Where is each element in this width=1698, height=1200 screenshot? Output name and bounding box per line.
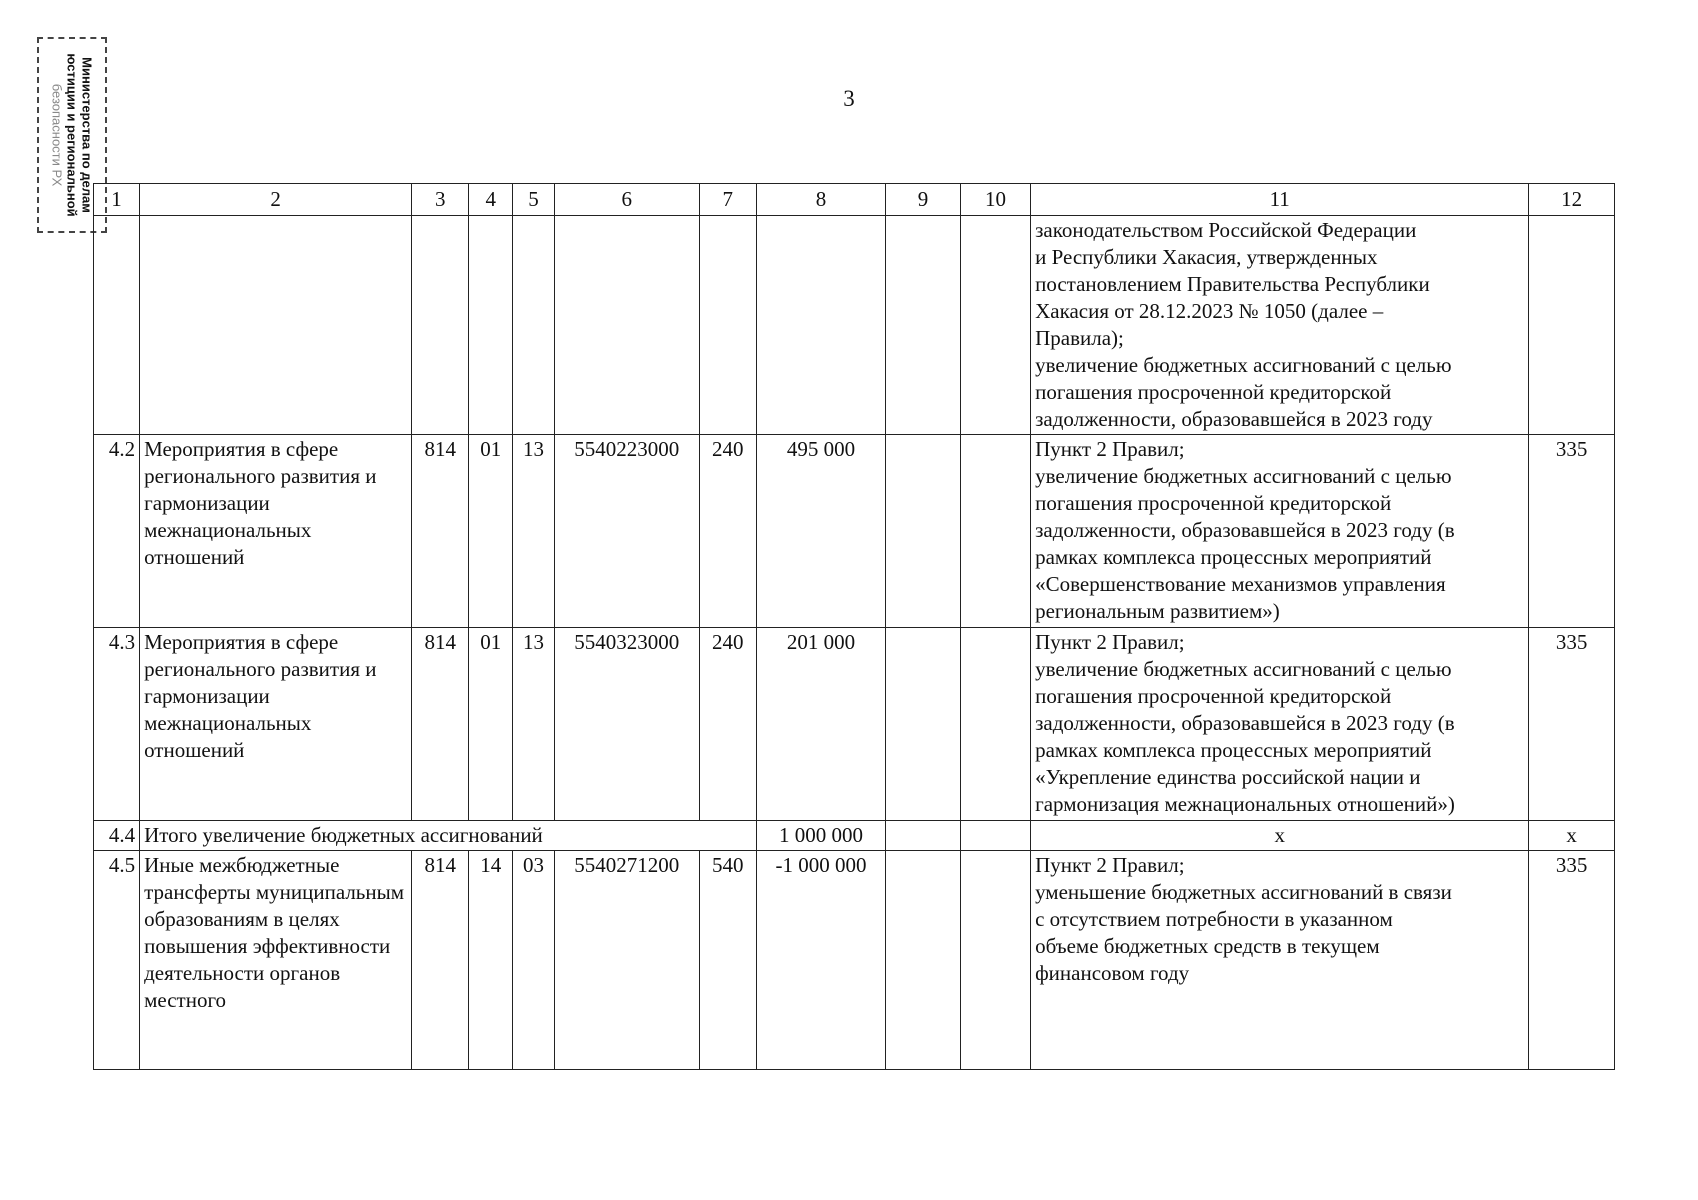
- row-name: Мероприятия в сфере регионального развития и гармонизации межнациональных отношений: [140, 435, 412, 628]
- cell: 03: [513, 851, 555, 1070]
- cell: 5540323000: [554, 628, 699, 821]
- column-header: 11: [1031, 184, 1529, 216]
- stamp-line: юстиции и региональной: [64, 53, 80, 217]
- cell: 13: [513, 628, 555, 821]
- row-number: [94, 216, 140, 435]
- description-line: «Совершенствование механизмов управления: [1035, 572, 1446, 596]
- description-line: Пункт 2 Правил;: [1035, 630, 1185, 654]
- amount-cell: 495 000: [756, 435, 885, 628]
- description-cell: x: [1031, 821, 1529, 851]
- amount-cell: 1 000 000: [756, 821, 885, 851]
- cell: 814: [412, 435, 469, 628]
- row-number: 4.3: [94, 628, 140, 821]
- header-row: [94, 184, 1615, 216]
- description-line: Пункт 2 Правил;: [1035, 853, 1185, 877]
- cell: [886, 435, 961, 628]
- table-row: [94, 435, 1615, 628]
- description-line: «Укрепление единства российской нации и: [1035, 765, 1421, 789]
- page-number: 3: [843, 86, 855, 111]
- cell: [886, 821, 961, 851]
- description-line: погашения просроченной кредиторской: [1035, 491, 1392, 515]
- cell: 814: [412, 851, 469, 1070]
- column-header: 6: [554, 184, 699, 216]
- code-cell: 335: [1529, 851, 1615, 1070]
- description-line: рамках комплекса процессных мероприятий: [1035, 738, 1432, 762]
- description-cell: [1031, 628, 1529, 821]
- description-line: с отсутствием потребности в указанном: [1035, 907, 1393, 931]
- description-line: увеличение бюджетных ассигнований с целью: [1035, 464, 1452, 488]
- description-line: финансовом году: [1035, 961, 1190, 985]
- budget-table: [93, 183, 1615, 1070]
- cell: 14: [469, 851, 513, 1070]
- column-header: 5: [513, 184, 555, 216]
- cell: [960, 216, 1030, 435]
- cell: [886, 216, 961, 435]
- amount-cell: -1 000 000: [756, 851, 885, 1070]
- cell: [960, 435, 1030, 628]
- description-line: уменьшение бюджетных ассигнований в связи: [1035, 880, 1452, 904]
- row-name: [140, 216, 412, 435]
- cell: [960, 821, 1030, 851]
- description-line: и Республики Хакасия, утвержденных: [1035, 245, 1378, 269]
- stamp-line: безопасности РХ: [49, 83, 65, 187]
- row-name: Мероприятия в сфере регионального развития и гармонизации межнациональных отношений: [140, 628, 412, 821]
- cell: 814: [412, 628, 469, 821]
- cell: 240: [699, 628, 756, 821]
- description-line: Хакасия от 28.12.2023 № 1050 (далее –: [1035, 299, 1384, 323]
- row-number: 4.2: [94, 435, 140, 628]
- description-line: рамках комплекса процессных мероприятий: [1035, 545, 1432, 569]
- row-number: 4.5: [94, 851, 140, 1070]
- stamp-line: Министерства по делам: [79, 57, 95, 213]
- cell: [469, 216, 513, 435]
- code-cell: x: [1529, 821, 1615, 851]
- column-header: 8: [756, 184, 885, 216]
- column-header: 4: [469, 184, 513, 216]
- description-line: Правила);: [1035, 326, 1124, 350]
- cell: 01: [469, 435, 513, 628]
- column-header: 3: [412, 184, 469, 216]
- description-line: постановлением Правительства Республики: [1035, 272, 1430, 296]
- amount-cell: 201 000: [756, 628, 885, 821]
- cell: [960, 851, 1030, 1070]
- description-line: погашения просроченной кредиторской: [1035, 684, 1392, 708]
- description-line: погашения просроченной кредиторской: [1035, 380, 1392, 404]
- stamp-text: [50, 40, 95, 230]
- row-number: 4.4: [94, 821, 140, 851]
- column-header: 7: [699, 184, 756, 216]
- cell: [412, 216, 469, 435]
- cell: [554, 216, 699, 435]
- cell: [513, 216, 555, 435]
- cell: 01: [469, 628, 513, 821]
- cell: [886, 628, 961, 821]
- cell: 13: [513, 435, 555, 628]
- cell: 5540271200: [554, 851, 699, 1070]
- table-row: [94, 628, 1615, 821]
- description-line: гармонизация межнациональных отношений»): [1035, 792, 1455, 816]
- description-line: задолженности, образовавшейся в 2023 году (в: [1035, 711, 1455, 735]
- cell: 5540223000: [554, 435, 699, 628]
- column-header: 12: [1529, 184, 1615, 216]
- column-header: 2: [140, 184, 412, 216]
- description-line: увеличение бюджетных ассигнований с целью: [1035, 657, 1452, 681]
- cell: [886, 851, 961, 1070]
- column-header: 1: [94, 184, 140, 216]
- description-line: увеличение бюджетных ассигнований с целью: [1035, 353, 1452, 377]
- column-header: 9: [886, 184, 961, 216]
- description-line: Пункт 2 Правил;: [1035, 437, 1185, 461]
- description-line: региональным развитием»): [1035, 599, 1280, 623]
- cell: 540: [699, 851, 756, 1070]
- table-row: [94, 851, 1615, 1070]
- description-line: задолженности, образовавшейся в 2023 году (в: [1035, 518, 1455, 542]
- description-cell: [1031, 216, 1529, 435]
- description-cell: [1031, 851, 1529, 1070]
- cell: [960, 628, 1030, 821]
- table-row: [94, 216, 1615, 435]
- code-cell: 335: [1529, 628, 1615, 821]
- description-line: объеме бюджетных средств в текущем: [1035, 934, 1380, 958]
- code-cell: 335: [1529, 435, 1615, 628]
- cell: 240: [699, 435, 756, 628]
- description-line: законодательством Российской Федерации: [1035, 218, 1417, 242]
- total-label: Итого увеличение бюджетных ассигнований: [140, 821, 757, 851]
- amount-cell: [756, 216, 885, 435]
- total-row: [94, 821, 1615, 851]
- description-line: задолженности, образовавшейся в 2023 году: [1035, 407, 1433, 431]
- description-cell: [1031, 435, 1529, 628]
- column-header: 10: [960, 184, 1030, 216]
- row-name: Иные межбюджетные трансферты муниципальным образованиям в целях повышения эффективности деятельности органов местного: [140, 851, 412, 1070]
- code-cell: [1529, 216, 1615, 435]
- cell: [699, 216, 756, 435]
